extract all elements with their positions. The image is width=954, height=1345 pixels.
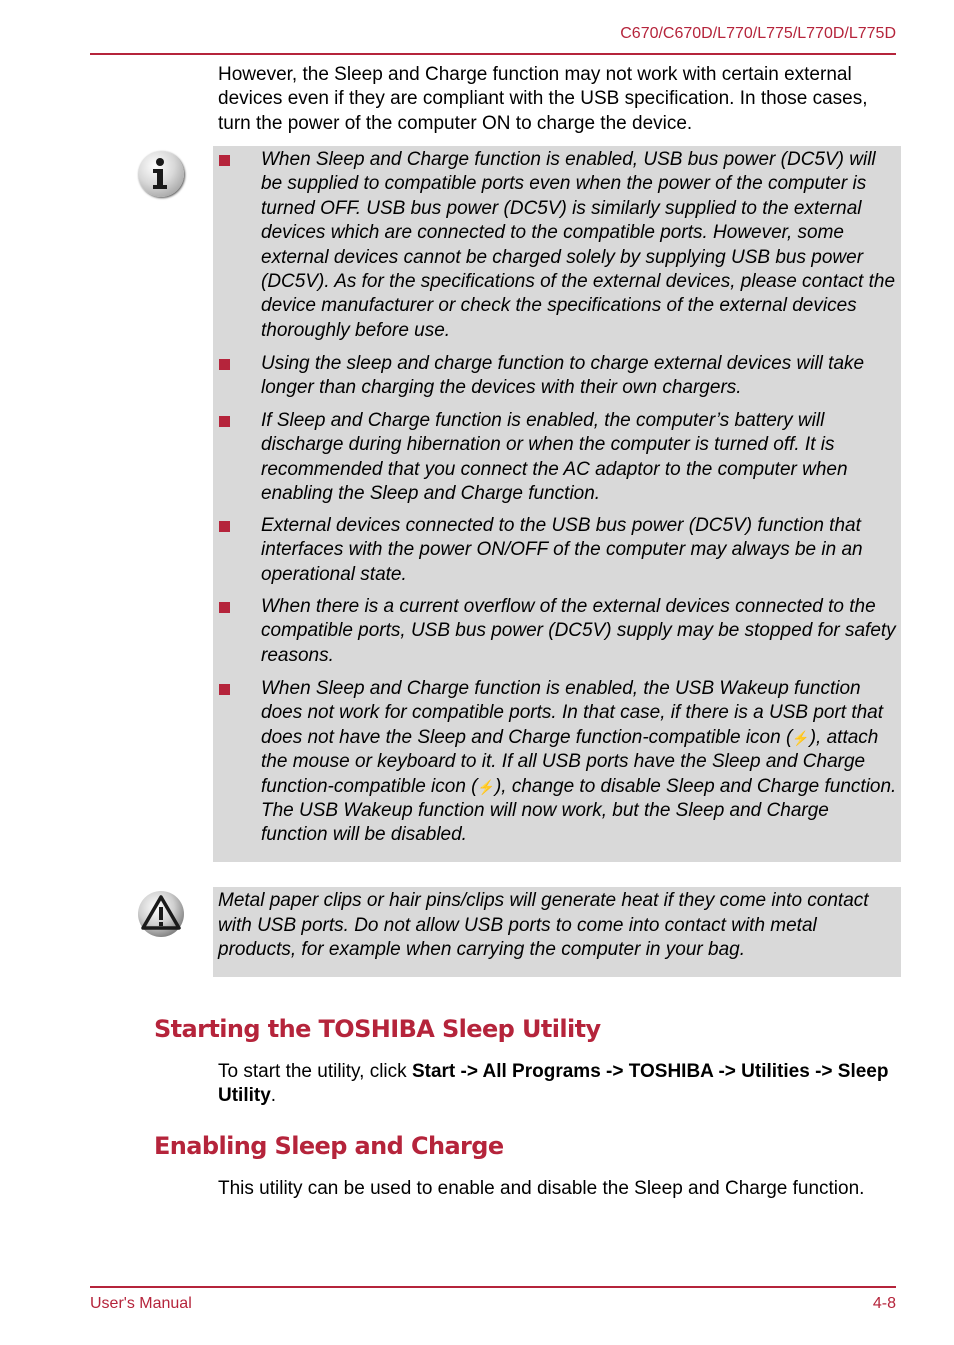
note-item: External devices connected to the USB bus power (DC5V) function that interfaces with the power ON/OFF of the computer may always be in an operational state. (261, 515, 863, 585)
warning-box (213, 887, 901, 977)
header-rule (90, 53, 896, 55)
footer-manual-label: User's Manual (90, 1295, 192, 1312)
bullet-icon (219, 684, 230, 695)
bullet-icon (219, 359, 230, 370)
bullet-icon (219, 602, 230, 613)
menu-path: Start -> All Programs -> TOSHIBA -> Utilities -> Sleep Utility (218, 1061, 889, 1107)
page-number: 4-8 (872, 1295, 896, 1312)
intro-paragraph: However, the Sleep and Charge function may not work with certain external devices even if they are compliant with the USB specification. In those cases, turn the power of the computer ON to charge the device. (218, 64, 868, 134)
note-item: When Sleep and Charge function is enabled, the USB Wakeup function does not work for compatible ports. In that case, if there is a USB port that does not have the Sleep and Charge function-compatible icon (⚡), attach the mouse or keyboard to it. If all USB ports have the Sleep and Charge function-compatible icon (⚡), change to disable Sleep and Charge function. The USB Wakeup function will now work, but the Sleep and Charge function will be disabled. (261, 678, 897, 846)
sleep-charge-icon: ⚡ (792, 729, 810, 746)
note-item: When there is a current overflow of the external devices connected to the compatible ports, USB bus power (DC5V) supply may be stopped for safety reasons. (261, 596, 896, 666)
section-paragraph: To start the utility, click Start -> All Programs -> TOSHIBA -> Utilities -> Sleep Utility. (218, 1061, 889, 1107)
info-icon (138, 151, 184, 197)
footer-rule (90, 1286, 896, 1288)
sleep-charge-icon: ⚡ (477, 778, 495, 795)
section-title: Starting the TOSHIBA Sleep Utility (154, 1015, 601, 1043)
bullet-icon (219, 521, 230, 532)
section-paragraph: This utility can be used to enable and disable the Sleep and Charge function. (218, 1178, 865, 1199)
note-box (213, 146, 901, 862)
note-item: If Sleep and Charge function is enabled, the computer’s battery will discharge during hibernation or when the computer is turned off. It is recommended that you connect the AC adaptor to the computer when enabling the Sleep and Charge function. (261, 410, 848, 505)
bullet-icon (219, 416, 230, 427)
section-title: Enabling Sleep and Charge (154, 1132, 504, 1160)
note-item: When Sleep and Charge function is enabled, USB bus power (DC5V) will be supplied to compatible ports even when the power of the computer is turned OFF. USB bus power (DC5V) is similarly supplied to the external devices which are connected to the compatible ports. However, some external devices cannot be charged solely by supplying USB bus power (DC5V). As for the specifications of the external devices, please contact the device manufacturer or check the specifications of the external devices thoroughly before use. (261, 149, 896, 341)
bullet-icon (219, 155, 230, 166)
warning-icon (137, 890, 185, 938)
document-model-header: C670/C670D/L770/L775/L770D/L775D (620, 25, 896, 42)
note-item: Using the sleep and charge function to charge external devices will take longer than charging the devices with their own chargers. (261, 353, 865, 399)
warning-text: Metal paper clips or hair pins/clips will generate heat if they come into contact with USB ports. Do not allow USB ports to come into contact with metal products, for example when carrying the computer in your bag. (218, 890, 869, 960)
